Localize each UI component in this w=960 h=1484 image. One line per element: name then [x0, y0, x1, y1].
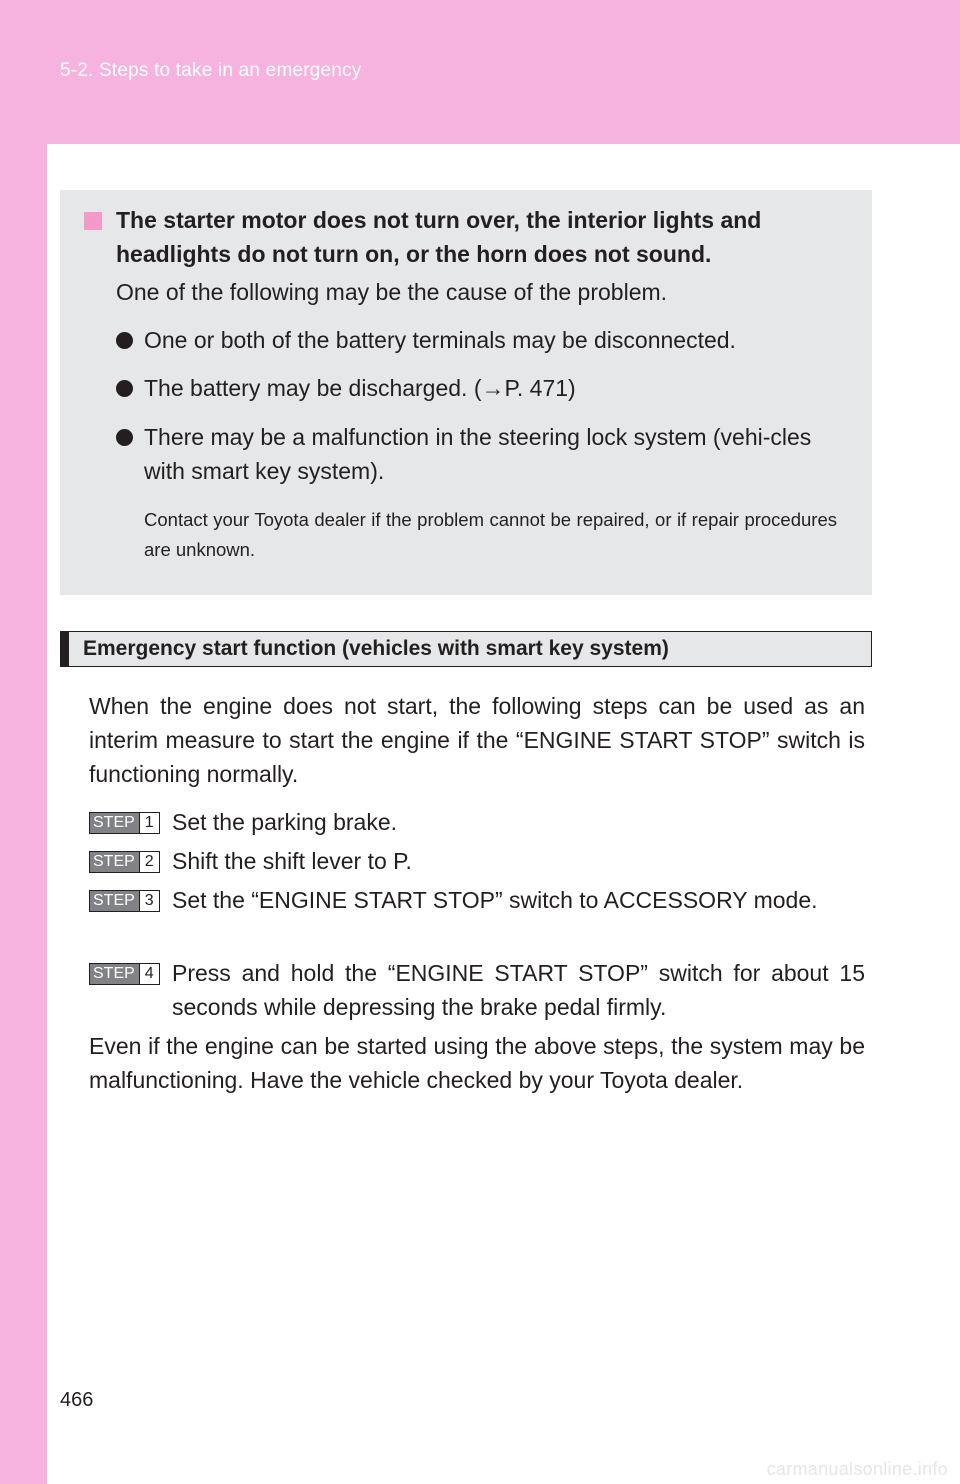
step-badge-number: 4: [139, 964, 159, 984]
step-badge: [89, 890, 160, 912]
step-text: Set the parking brake.: [172, 809, 398, 835]
section-heading: Emergency start function (vehicles with smart key system): [83, 637, 669, 660]
step-text: Set the “ENGINE START STOP” switch to ACCESSORY mode.: [172, 887, 818, 913]
section-breadcrumb: 5-2. Steps to take in an emergency: [60, 60, 362, 81]
note-title-text: The starter motor does not turn over, the interior lights and headlights do not turn on, or the horn does not sound.: [116, 207, 762, 267]
square-bullet-icon: [84, 212, 102, 230]
step-badge-label: STEP: [90, 964, 139, 984]
note-intro: One of the following may be the cause of the problem.: [116, 279, 668, 305]
note-bullet-text: The battery may be discharged. (→P. 471): [144, 375, 576, 401]
bullet-dot-icon: [116, 332, 133, 349]
heading-accent: [61, 632, 69, 666]
section-outro: Even if the engine can be started using the above steps, the system may be malfunctioning. Have the vehicle checked by your Toyota dealer.: [89, 1033, 865, 1093]
note-bullet: [116, 420, 846, 488]
step-badge-label: STEP: [90, 852, 139, 872]
step-badge: [89, 851, 160, 873]
note-bullet-text: One or both of the battery terminals may be disconnected.: [144, 327, 736, 353]
step-badge-number: 1: [139, 813, 159, 833]
step-badge: [89, 963, 160, 985]
bullet-dot-icon: [116, 380, 133, 397]
step-badge: [89, 812, 160, 834]
note-title: [84, 203, 854, 271]
step-text: Press and hold the “ENGINE START STOP” switch for about 15 seconds while depressing the brake pedal firmly.: [172, 960, 865, 1020]
step-badge-label: STEP: [90, 891, 139, 911]
note-bullet-text: There may be a malfunction in the steering lock system (vehi-cles with smart key system).: [144, 424, 812, 484]
watermark: carmanualsonline.info: [766, 1459, 948, 1479]
note-bullet: [116, 323, 846, 357]
section-heading-bar: [60, 631, 872, 667]
note-bullet: [116, 371, 846, 405]
step-badge-label: STEP: [90, 813, 139, 833]
bullet-dot-icon: [116, 429, 133, 446]
step-item: [89, 956, 865, 1026]
note-small-text: Contact your Toyota dealer if the problem cannot be repaired, or if repair procedures are unknown.: [144, 509, 837, 560]
section-intro: When the engine does not start, the following steps can be used as an interim measure to start the engine if the “ENGINE START STOP” switch is functioning normally.: [89, 693, 865, 787]
step-badge-number: 3: [139, 891, 159, 911]
step-badge-number: 2: [139, 852, 159, 872]
page-number: 466: [60, 1389, 94, 1411]
step-text: Shift the shift lever to P.: [172, 848, 412, 874]
left-margin-strip: [0, 144, 47, 1484]
step-item: [89, 883, 865, 953]
